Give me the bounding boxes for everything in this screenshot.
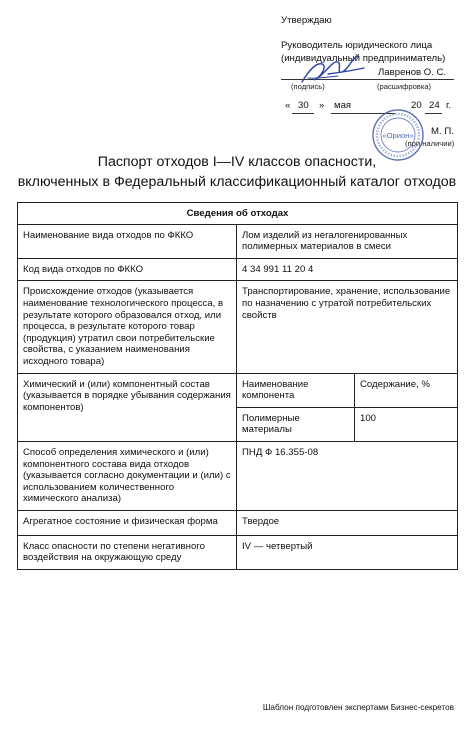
row-label: Химический и (или) компонентный состав (указывается в порядке убывания содержания компонентов)	[18, 373, 237, 441]
row-label: Способ определения химического и (или) компонентного состава вида отходов (указывается согласно документации и (или) с использованием количественного химического анализа)	[18, 441, 237, 510]
date-day-line	[292, 113, 314, 114]
date-year-unit: г.	[446, 100, 451, 111]
row-label: Код вида отходов по ФККО	[18, 258, 237, 281]
row-value: Лом изделий из негалогенированных полимерных материалов в смеси	[237, 224, 458, 258]
date-day: 30	[298, 100, 309, 111]
table-row	[18, 224, 458, 258]
waste-info-table	[17, 202, 458, 570]
approver-position: Руководитель юридического лица	[281, 40, 433, 51]
document-title-line2: включенных в Федеральный классификационный каталог отходов	[17, 174, 457, 190]
date-quote-close: »	[319, 100, 325, 111]
table-row	[18, 535, 458, 569]
date-quote-open: «	[285, 100, 291, 111]
signature-image	[298, 52, 368, 88]
row-label: Наименование вида отходов по ФККО	[18, 224, 237, 258]
row-label: Класс опасности по степени негативного воздействия на окружающую среду	[18, 535, 237, 569]
component-content-header: Содержание, %	[355, 373, 458, 407]
date-month: мая	[334, 100, 352, 111]
date-year-suffix: 24	[429, 100, 440, 111]
svg-text:«Орион»: «Орион»	[382, 131, 414, 140]
row-value: 4 34 991 11 20 4	[237, 258, 458, 281]
row-value: ПНД Ф 16.355-08	[237, 441, 458, 510]
table-header: Сведения об отходах	[18, 203, 458, 225]
approver-name: Лавренов О. С.	[378, 67, 447, 78]
approve-word: Утверждаю	[281, 15, 332, 26]
component-name-header: Наименование компонента	[237, 373, 355, 407]
row-label: Происхождение отходов (указывается наименование технологического процесса, в результате которого образовался отход, или процесса, в результате которого товар (продукция) утратил свои потребительские свойства, с указанием наименования исходного товара)	[18, 281, 237, 373]
component-name: Полимерные материалы	[237, 407, 355, 441]
table-header-row	[18, 203, 458, 225]
stamp-place: М. П.	[431, 126, 454, 137]
document-title-line1: Паспорт отходов I—IV классов опасности,	[97, 154, 377, 170]
signature-caption: (подпись)	[291, 82, 325, 91]
decoding-caption: (расшифровка)	[377, 82, 432, 91]
table-row	[18, 373, 458, 407]
table-row	[18, 258, 458, 281]
row-value: Твердое	[237, 510, 458, 535]
row-label: Агрегатное состояние и физическая форма	[18, 510, 237, 535]
date-year-prefix: 20	[411, 100, 422, 111]
table-row	[18, 510, 458, 535]
footer-note: Шаблон подготовлен экспертами Бизнес-секретов	[262, 703, 454, 712]
date-year-line	[425, 113, 442, 114]
table-row	[18, 441, 458, 510]
table-row	[18, 281, 458, 373]
row-value: Транспортирование, хранение, использование по назначению с утратой потребительских свойств	[237, 281, 458, 373]
row-value: IV — четвертый	[237, 535, 458, 569]
component-content: 100	[355, 407, 458, 441]
stamp-note: (при наличии)	[405, 139, 455, 148]
approver-position-paren: (индивидуальный предприниматель)	[281, 53, 446, 64]
